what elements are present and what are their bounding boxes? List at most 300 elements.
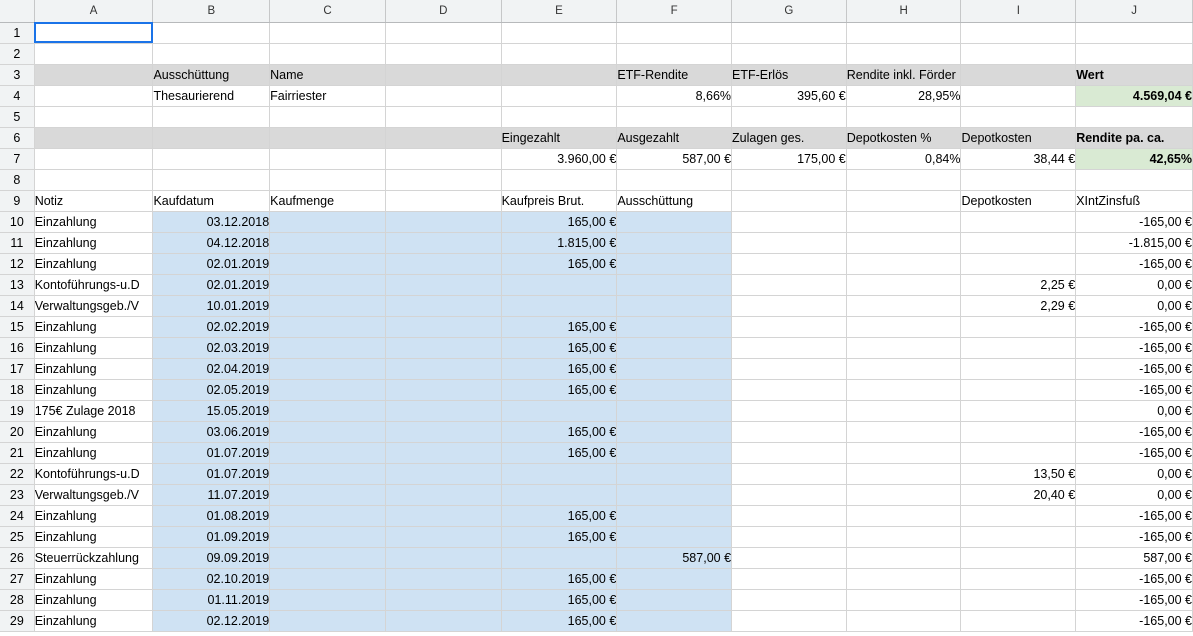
- cell-f21[interactable]: [617, 442, 732, 463]
- cell-b18[interactable]: 02.05.2019: [153, 379, 270, 400]
- cell-g10[interactable]: [732, 211, 847, 232]
- cell-i7[interactable]: 38,44 €: [961, 148, 1076, 169]
- cell-e16[interactable]: 165,00 €: [501, 337, 617, 358]
- cell-e26[interactable]: [501, 547, 617, 568]
- cell-c11[interactable]: [270, 232, 386, 253]
- cell-a21[interactable]: Einzahlung: [34, 442, 153, 463]
- cell-d28[interactable]: [385, 589, 501, 610]
- row-header-17[interactable]: 17: [0, 358, 34, 379]
- cell-c3[interactable]: Name: [270, 64, 386, 85]
- cell-j5[interactable]: [1076, 106, 1193, 127]
- row-header-8[interactable]: 8: [0, 169, 34, 190]
- row-header-5[interactable]: 5: [0, 106, 34, 127]
- cell-i24[interactable]: [961, 505, 1076, 526]
- cell-e28[interactable]: 165,00 €: [501, 589, 617, 610]
- cell-f29[interactable]: [617, 610, 732, 631]
- cell-d17[interactable]: [385, 358, 501, 379]
- cell-h24[interactable]: [846, 505, 961, 526]
- cell-h11[interactable]: [846, 232, 961, 253]
- cell-f7[interactable]: 587,00 €: [617, 148, 732, 169]
- cell-g19[interactable]: [732, 400, 847, 421]
- cell-i29[interactable]: [961, 610, 1076, 631]
- cell-c10[interactable]: [270, 211, 386, 232]
- cell-i2[interactable]: [961, 43, 1076, 64]
- cell-f12[interactable]: [617, 253, 732, 274]
- cell-c24[interactable]: [270, 505, 386, 526]
- cell-c23[interactable]: [270, 484, 386, 505]
- column-header-a[interactable]: A: [34, 0, 153, 22]
- cell-d27[interactable]: [385, 568, 501, 589]
- cell-g16[interactable]: [732, 337, 847, 358]
- cell-c16[interactable]: [270, 337, 386, 358]
- cell-b24[interactable]: 01.08.2019: [153, 505, 270, 526]
- cell-b17[interactable]: 02.04.2019: [153, 358, 270, 379]
- cell-i21[interactable]: [961, 442, 1076, 463]
- cell-f10[interactable]: [617, 211, 732, 232]
- cell-c1[interactable]: [270, 22, 386, 43]
- cell-d15[interactable]: [385, 316, 501, 337]
- cell-d25[interactable]: [385, 526, 501, 547]
- row-header-18[interactable]: 18: [0, 379, 34, 400]
- cell-b12[interactable]: 02.01.2019: [153, 253, 270, 274]
- cell-a14[interactable]: Verwaltungsgeb./V: [34, 295, 153, 316]
- cell-h5[interactable]: [846, 106, 961, 127]
- column-header-f[interactable]: F: [617, 0, 732, 22]
- cell-i23[interactable]: 20,40 €: [961, 484, 1076, 505]
- cell-j4[interactable]: 4.569,04 €: [1076, 85, 1193, 106]
- cell-d10[interactable]: [385, 211, 501, 232]
- cell-a6[interactable]: [34, 127, 153, 148]
- cell-d12[interactable]: [385, 253, 501, 274]
- cell-h14[interactable]: [846, 295, 961, 316]
- cell-f26[interactable]: 587,00 €: [617, 547, 732, 568]
- cell-a28[interactable]: Einzahlung: [34, 589, 153, 610]
- cell-h28[interactable]: [846, 589, 961, 610]
- cell-a15[interactable]: Einzahlung: [34, 316, 153, 337]
- cell-g5[interactable]: [732, 106, 847, 127]
- cell-e14[interactable]: [501, 295, 617, 316]
- cell-d23[interactable]: [385, 484, 501, 505]
- row-header-7[interactable]: 7: [0, 148, 34, 169]
- cell-a9[interactable]: Notiz: [34, 190, 153, 211]
- cell-f11[interactable]: [617, 232, 732, 253]
- cell-b19[interactable]: 15.05.2019: [153, 400, 270, 421]
- cell-a19[interactable]: 175€ Zulage 2018: [34, 400, 153, 421]
- cell-c27[interactable]: [270, 568, 386, 589]
- cell-c4[interactable]: Fairriester: [270, 85, 386, 106]
- cell-i11[interactable]: [961, 232, 1076, 253]
- cell-h17[interactable]: [846, 358, 961, 379]
- column-header-j[interactable]: J: [1076, 0, 1193, 22]
- cell-e8[interactable]: [501, 169, 617, 190]
- cell-b29[interactable]: 02.12.2019: [153, 610, 270, 631]
- cell-h19[interactable]: [846, 400, 961, 421]
- cell-g20[interactable]: [732, 421, 847, 442]
- cell-d18[interactable]: [385, 379, 501, 400]
- cell-a1[interactable]: [34, 22, 153, 43]
- cell-a17[interactable]: Einzahlung: [34, 358, 153, 379]
- cell-i5[interactable]: [961, 106, 1076, 127]
- cell-h6[interactable]: Depotkosten %: [846, 127, 961, 148]
- cell-j2[interactable]: [1076, 43, 1193, 64]
- cell-j20[interactable]: -165,00 €: [1076, 421, 1193, 442]
- cell-j13[interactable]: 0,00 €: [1076, 274, 1193, 295]
- cell-f14[interactable]: [617, 295, 732, 316]
- cell-j10[interactable]: -165,00 €: [1076, 211, 1193, 232]
- cell-b20[interactable]: 03.06.2019: [153, 421, 270, 442]
- cell-b21[interactable]: 01.07.2019: [153, 442, 270, 463]
- cell-g7[interactable]: 175,00 €: [732, 148, 847, 169]
- cell-a12[interactable]: Einzahlung: [34, 253, 153, 274]
- cell-i28[interactable]: [961, 589, 1076, 610]
- cell-i4[interactable]: [961, 85, 1076, 106]
- row-header-10[interactable]: 10: [0, 211, 34, 232]
- cell-a10[interactable]: Einzahlung: [34, 211, 153, 232]
- cell-b6[interactable]: [153, 127, 270, 148]
- cell-d9[interactable]: [385, 190, 501, 211]
- cell-j21[interactable]: -165,00 €: [1076, 442, 1193, 463]
- cell-j8[interactable]: [1076, 169, 1193, 190]
- cell-g22[interactable]: [732, 463, 847, 484]
- row-header-22[interactable]: 22: [0, 463, 34, 484]
- cell-c22[interactable]: [270, 463, 386, 484]
- cell-e17[interactable]: 165,00 €: [501, 358, 617, 379]
- cell-b7[interactable]: [153, 148, 270, 169]
- cell-c20[interactable]: [270, 421, 386, 442]
- cell-i15[interactable]: [961, 316, 1076, 337]
- row-header-4[interactable]: 4: [0, 85, 34, 106]
- cell-e29[interactable]: 165,00 €: [501, 610, 617, 631]
- cell-i10[interactable]: [961, 211, 1076, 232]
- cell-j27[interactable]: -165,00 €: [1076, 568, 1193, 589]
- cell-a20[interactable]: Einzahlung: [34, 421, 153, 442]
- column-header-e[interactable]: E: [501, 0, 617, 22]
- cell-f24[interactable]: [617, 505, 732, 526]
- cell-j24[interactable]: -165,00 €: [1076, 505, 1193, 526]
- cell-e4[interactable]: [501, 85, 617, 106]
- cell-i20[interactable]: [961, 421, 1076, 442]
- cell-j3[interactable]: Wert: [1076, 64, 1193, 85]
- cell-g23[interactable]: [732, 484, 847, 505]
- cell-e21[interactable]: 165,00 €: [501, 442, 617, 463]
- cell-d3[interactable]: [385, 64, 501, 85]
- cell-g8[interactable]: [732, 169, 847, 190]
- row-header-3[interactable]: 3: [0, 64, 34, 85]
- cell-b10[interactable]: 03.12.2018: [153, 211, 270, 232]
- cell-a13[interactable]: Kontoführungs-u.D: [34, 274, 153, 295]
- cell-i14[interactable]: 2,29 €: [961, 295, 1076, 316]
- cell-c15[interactable]: [270, 316, 386, 337]
- cell-j28[interactable]: -165,00 €: [1076, 589, 1193, 610]
- cell-i19[interactable]: [961, 400, 1076, 421]
- cell-i1[interactable]: [961, 22, 1076, 43]
- cell-d1[interactable]: [385, 22, 501, 43]
- row-header-16[interactable]: 16: [0, 337, 34, 358]
- cell-h8[interactable]: [846, 169, 961, 190]
- row-header-24[interactable]: 24: [0, 505, 34, 526]
- cell-b1[interactable]: [153, 22, 270, 43]
- cell-f1[interactable]: [617, 22, 732, 43]
- cell-e5[interactable]: [501, 106, 617, 127]
- cell-e2[interactable]: [501, 43, 617, 64]
- cell-a7[interactable]: [34, 148, 153, 169]
- cell-c8[interactable]: [270, 169, 386, 190]
- cell-b11[interactable]: 04.12.2018: [153, 232, 270, 253]
- cell-j22[interactable]: 0,00 €: [1076, 463, 1193, 484]
- cell-i17[interactable]: [961, 358, 1076, 379]
- cell-a22[interactable]: Kontoführungs-u.D: [34, 463, 153, 484]
- cell-b2[interactable]: [153, 43, 270, 64]
- cell-a8[interactable]: [34, 169, 153, 190]
- cell-h23[interactable]: [846, 484, 961, 505]
- cell-b15[interactable]: 02.02.2019: [153, 316, 270, 337]
- cell-g11[interactable]: [732, 232, 847, 253]
- cell-h4[interactable]: 28,95%: [846, 85, 961, 106]
- cell-g6[interactable]: Zulagen ges.: [732, 127, 847, 148]
- cell-e3[interactable]: [501, 64, 617, 85]
- cell-e19[interactable]: [501, 400, 617, 421]
- cell-c25[interactable]: [270, 526, 386, 547]
- cell-f22[interactable]: [617, 463, 732, 484]
- cell-d29[interactable]: [385, 610, 501, 631]
- cell-i16[interactable]: [961, 337, 1076, 358]
- cell-e18[interactable]: 165,00 €: [501, 379, 617, 400]
- cell-e13[interactable]: [501, 274, 617, 295]
- cell-b23[interactable]: 11.07.2019: [153, 484, 270, 505]
- cell-f5[interactable]: [617, 106, 732, 127]
- cell-g17[interactable]: [732, 358, 847, 379]
- cell-c12[interactable]: [270, 253, 386, 274]
- cell-d22[interactable]: [385, 463, 501, 484]
- cell-d2[interactable]: [385, 43, 501, 64]
- row-header-25[interactable]: 25: [0, 526, 34, 547]
- cell-j11[interactable]: -1.815,00 €: [1076, 232, 1193, 253]
- cell-c9[interactable]: Kaufmenge: [270, 190, 386, 211]
- cell-h16[interactable]: [846, 337, 961, 358]
- cell-g21[interactable]: [732, 442, 847, 463]
- cell-j12[interactable]: -165,00 €: [1076, 253, 1193, 274]
- column-header-h[interactable]: H: [846, 0, 961, 22]
- cell-f3[interactable]: ETF-Rendite: [617, 64, 732, 85]
- cell-e15[interactable]: 165,00 €: [501, 316, 617, 337]
- cell-f17[interactable]: [617, 358, 732, 379]
- cell-h3[interactable]: Rendite inkl. Förder: [846, 64, 961, 85]
- cell-b3[interactable]: Ausschüttung: [153, 64, 270, 85]
- cell-c21[interactable]: [270, 442, 386, 463]
- cell-g4[interactable]: 395,60 €: [732, 85, 847, 106]
- cell-g9[interactable]: [732, 190, 847, 211]
- cell-c14[interactable]: [270, 295, 386, 316]
- cell-c18[interactable]: [270, 379, 386, 400]
- cell-h25[interactable]: [846, 526, 961, 547]
- cell-d26[interactable]: [385, 547, 501, 568]
- cell-b5[interactable]: [153, 106, 270, 127]
- cell-e11[interactable]: 1.815,00 €: [501, 232, 617, 253]
- cell-d8[interactable]: [385, 169, 501, 190]
- cell-h7[interactable]: 0,84%: [846, 148, 961, 169]
- cell-f15[interactable]: [617, 316, 732, 337]
- cell-i8[interactable]: [961, 169, 1076, 190]
- cell-b27[interactable]: 02.10.2019: [153, 568, 270, 589]
- cell-g2[interactable]: [732, 43, 847, 64]
- cell-j9[interactable]: XIntZinsfuß: [1076, 190, 1193, 211]
- cell-f4[interactable]: 8,66%: [617, 85, 732, 106]
- cell-a2[interactable]: [34, 43, 153, 64]
- row-header-9[interactable]: 9: [0, 190, 34, 211]
- cell-i3[interactable]: [961, 64, 1076, 85]
- cell-j26[interactable]: 587,00 €: [1076, 547, 1193, 568]
- cell-g18[interactable]: [732, 379, 847, 400]
- row-header-19[interactable]: 19: [0, 400, 34, 421]
- row-header-2[interactable]: 2: [0, 43, 34, 64]
- cell-c26[interactable]: [270, 547, 386, 568]
- cell-b22[interactable]: 01.07.2019: [153, 463, 270, 484]
- cell-f25[interactable]: [617, 526, 732, 547]
- cell-i26[interactable]: [961, 547, 1076, 568]
- cell-a16[interactable]: Einzahlung: [34, 337, 153, 358]
- cell-j16[interactable]: -165,00 €: [1076, 337, 1193, 358]
- cell-a3[interactable]: [34, 64, 153, 85]
- cell-j1[interactable]: [1076, 22, 1193, 43]
- cell-b16[interactable]: 02.03.2019: [153, 337, 270, 358]
- cell-g27[interactable]: [732, 568, 847, 589]
- cell-h1[interactable]: [846, 22, 961, 43]
- cell-g28[interactable]: [732, 589, 847, 610]
- column-header-i[interactable]: I: [961, 0, 1076, 22]
- cell-a4[interactable]: [34, 85, 153, 106]
- cell-j6[interactable]: Rendite pa. ca.: [1076, 127, 1193, 148]
- cell-c28[interactable]: [270, 589, 386, 610]
- cell-j25[interactable]: -165,00 €: [1076, 526, 1193, 547]
- cell-g1[interactable]: [732, 22, 847, 43]
- cell-h10[interactable]: [846, 211, 961, 232]
- row-header-26[interactable]: 26: [0, 547, 34, 568]
- row-header-12[interactable]: 12: [0, 253, 34, 274]
- cell-g15[interactable]: [732, 316, 847, 337]
- cell-b25[interactable]: 01.09.2019: [153, 526, 270, 547]
- cell-f13[interactable]: [617, 274, 732, 295]
- cell-f8[interactable]: [617, 169, 732, 190]
- column-header-b[interactable]: B: [153, 0, 270, 22]
- cell-c29[interactable]: [270, 610, 386, 631]
- cell-b9[interactable]: Kaufdatum: [153, 190, 270, 211]
- cell-b4[interactable]: Thesaurierend: [153, 85, 270, 106]
- cell-d20[interactable]: [385, 421, 501, 442]
- column-header-d[interactable]: D: [385, 0, 501, 22]
- cell-e7[interactable]: 3.960,00 €: [501, 148, 617, 169]
- cell-g3[interactable]: ETF-Erlös: [732, 64, 847, 85]
- cell-j23[interactable]: 0,00 €: [1076, 484, 1193, 505]
- cell-d6[interactable]: [385, 127, 501, 148]
- row-header-21[interactable]: 21: [0, 442, 34, 463]
- cell-f27[interactable]: [617, 568, 732, 589]
- cell-e6[interactable]: Eingezahlt: [501, 127, 617, 148]
- cell-c19[interactable]: [270, 400, 386, 421]
- cell-e20[interactable]: 165,00 €: [501, 421, 617, 442]
- cell-a27[interactable]: Einzahlung: [34, 568, 153, 589]
- row-header-1[interactable]: 1: [0, 22, 34, 43]
- cell-c5[interactable]: [270, 106, 386, 127]
- cell-j14[interactable]: 0,00 €: [1076, 295, 1193, 316]
- cell-h18[interactable]: [846, 379, 961, 400]
- cell-c6[interactable]: [270, 127, 386, 148]
- cell-e9[interactable]: Kaufpreis Brut.: [501, 190, 617, 211]
- row-header-20[interactable]: 20: [0, 421, 34, 442]
- cell-b14[interactable]: 10.01.2019: [153, 295, 270, 316]
- cell-a23[interactable]: Verwaltungsgeb./V: [34, 484, 153, 505]
- cell-a26[interactable]: Steuerrückzahlung: [34, 547, 153, 568]
- cell-b13[interactable]: 02.01.2019: [153, 274, 270, 295]
- cell-h22[interactable]: [846, 463, 961, 484]
- column-header-c[interactable]: C: [270, 0, 386, 22]
- cell-g24[interactable]: [732, 505, 847, 526]
- cell-a18[interactable]: Einzahlung: [34, 379, 153, 400]
- cell-g14[interactable]: [732, 295, 847, 316]
- cell-d5[interactable]: [385, 106, 501, 127]
- row-header-11[interactable]: 11: [0, 232, 34, 253]
- cell-d13[interactable]: [385, 274, 501, 295]
- cell-h12[interactable]: [846, 253, 961, 274]
- cell-f20[interactable]: [617, 421, 732, 442]
- cell-i18[interactable]: [961, 379, 1076, 400]
- cell-g12[interactable]: [732, 253, 847, 274]
- cell-d24[interactable]: [385, 505, 501, 526]
- cell-a24[interactable]: Einzahlung: [34, 505, 153, 526]
- cell-c2[interactable]: [270, 43, 386, 64]
- cell-d21[interactable]: [385, 442, 501, 463]
- cell-h9[interactable]: [846, 190, 961, 211]
- cell-e1[interactable]: [501, 22, 617, 43]
- cell-f16[interactable]: [617, 337, 732, 358]
- cell-f2[interactable]: [617, 43, 732, 64]
- cell-c7[interactable]: [270, 148, 386, 169]
- cell-h21[interactable]: [846, 442, 961, 463]
- cell-b26[interactable]: 09.09.2019: [153, 547, 270, 568]
- cell-j17[interactable]: -165,00 €: [1076, 358, 1193, 379]
- cell-g26[interactable]: [732, 547, 847, 568]
- cell-f18[interactable]: [617, 379, 732, 400]
- cell-a25[interactable]: Einzahlung: [34, 526, 153, 547]
- column-header-g[interactable]: G: [732, 0, 847, 22]
- cell-e22[interactable]: [501, 463, 617, 484]
- cell-d16[interactable]: [385, 337, 501, 358]
- cell-d19[interactable]: [385, 400, 501, 421]
- cell-h2[interactable]: [846, 43, 961, 64]
- cell-i27[interactable]: [961, 568, 1076, 589]
- row-header-14[interactable]: 14: [0, 295, 34, 316]
- cell-f6[interactable]: Ausgezahlt: [617, 127, 732, 148]
- row-header-23[interactable]: 23: [0, 484, 34, 505]
- cell-f28[interactable]: [617, 589, 732, 610]
- cell-h27[interactable]: [846, 568, 961, 589]
- cell-c17[interactable]: [270, 358, 386, 379]
- cell-d4[interactable]: [385, 85, 501, 106]
- cell-a11[interactable]: Einzahlung: [34, 232, 153, 253]
- cell-i13[interactable]: 2,25 €: [961, 274, 1076, 295]
- cell-h20[interactable]: [846, 421, 961, 442]
- row-header-28[interactable]: 28: [0, 589, 34, 610]
- cell-j29[interactable]: -165,00 €: [1076, 610, 1193, 631]
- cell-i25[interactable]: [961, 526, 1076, 547]
- cell-b8[interactable]: [153, 169, 270, 190]
- cell-g13[interactable]: [732, 274, 847, 295]
- cell-i22[interactable]: 13,50 €: [961, 463, 1076, 484]
- row-header-13[interactable]: 13: [0, 274, 34, 295]
- cell-g25[interactable]: [732, 526, 847, 547]
- cell-a29[interactable]: Einzahlung: [34, 610, 153, 631]
- cell-e12[interactable]: 165,00 €: [501, 253, 617, 274]
- row-header-6[interactable]: 6: [0, 127, 34, 148]
